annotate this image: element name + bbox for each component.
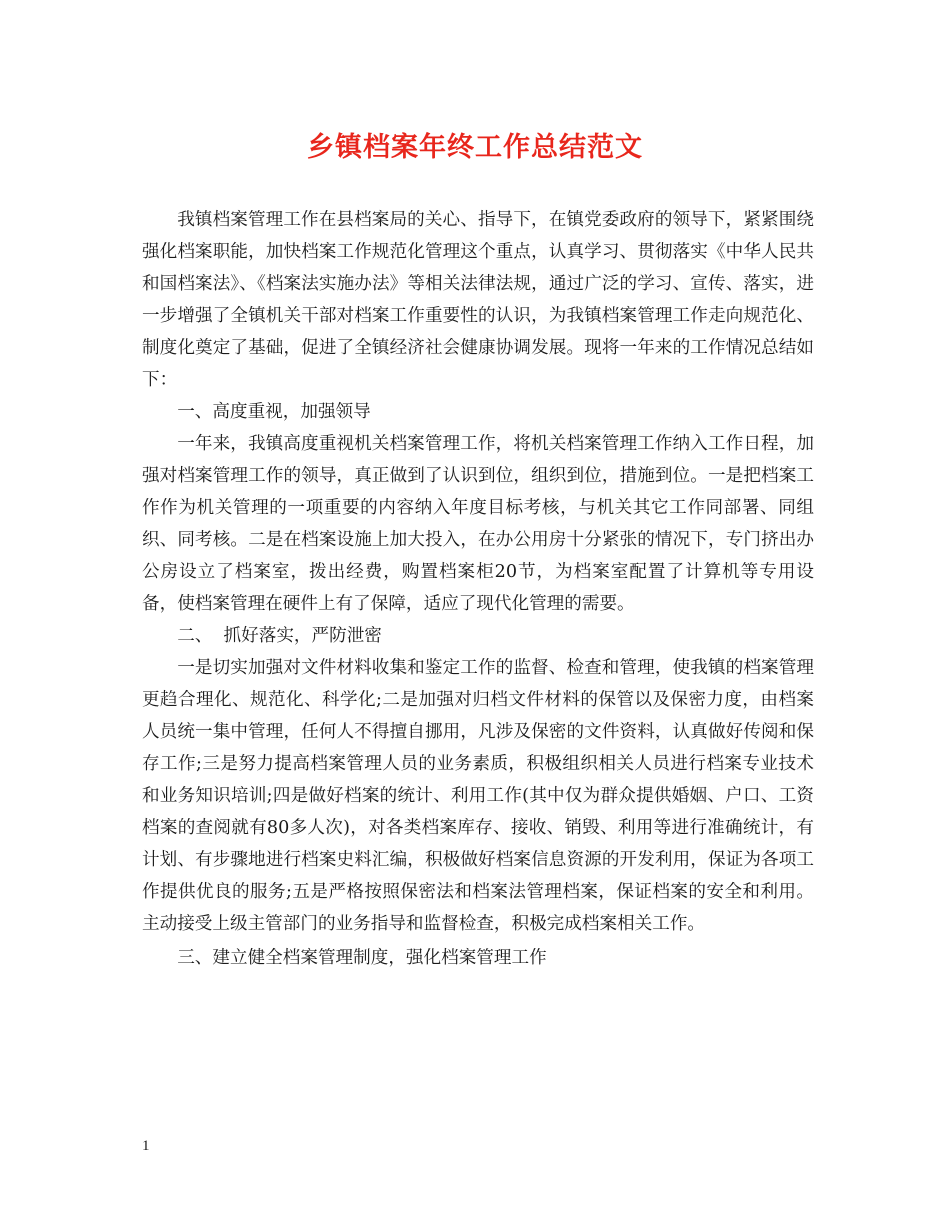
document-title: 乡镇档案年终工作总结范文 — [307, 132, 643, 163]
section-1-paragraph: 一年来，我镇高度重视机关档案管理工作，将机关档案管理工作纳入工作日程，加强对档案管理工作的领导，真正做到了认识到位，组织到位，措施到位。一是把档案工作作为机关管理的一项重要的内容纳入年度目标考核，与机关其它工作同部署、同组织、同考核。二是在档案设施上加大投入，在办公用房十分紧张的情况下，专门挤出办公房设立了档案室，拨出经费，购置档案柜20节，为档案室配置了计算机等专用设备，使档案管理在硬件上有了保障，适应了现代化管理的需要。 — [142, 434, 814, 614]
document-body — [142, 204, 814, 976]
section-heading-3: 三、建立健全档案管理制度，强化档案管理工作 — [177, 948, 547, 968]
page-number: 1 — [142, 1138, 150, 1154]
section-heading-1: 一、高度重视，加强领导 — [177, 402, 371, 422]
section-2-paragraph: 一是切实加强对文件材料收集和鉴定工作的监督、检查和管理，使我镇的档案管理更趋合理化、规范化、科学化;二是加强对归档文件材料的保管以及保密力度，由档案人员统一集中管理，任何人不得擅自挪用，凡涉及保密的文件资料，认真做好传阅和保存工作;三是努力提高档案管理人员的业务素质，积极组织相关人员进行档案专业技术和业务知识培训;四是做好档案的统计、利用工作(其中仅为群众提供婚姻、户口、工资档案的查阅就有80多人次)，对各类档案库存、接收、销毁、利用等进行准确统计，有计划、有步骤地进行档案史料汇编，积极做好档案信息资源的开发利用，保证为各项工作提供优良的服务;五是严格按照保密法和档案法管理档案，保证档案的安全和利用。主动接受上级主管部门的业务指导和监督检查，积极完成档案相关工作。 — [142, 658, 814, 934]
intro-paragraph: 我镇档案管理工作在县档案局的关心、指导下，在镇党委政府的领导下，紧紧围绕强化档案职能，加快档案工作规范化管理这个重点，认真学习、贯彻落实《中华人民共和国档案法》、《档案法实施办法》等相关法律法规，通过广泛的学习、宣传、落实，进一步增强了全镇机关干部对档案工作重要性的认识，为我镇档案管理工作走向规范化、制度化奠定了基础，促进了全镇经济社会健康协调发展。现将一年来的工作情况总结如下： — [142, 210, 814, 390]
section-heading-2: 二、 抓好落实，严防泄密 — [177, 626, 382, 646]
